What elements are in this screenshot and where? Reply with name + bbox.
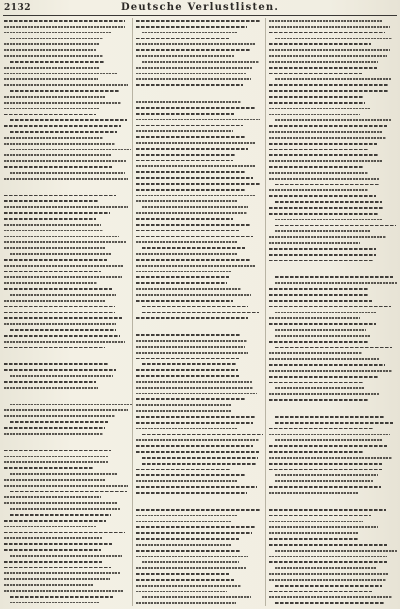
list-entry [136, 315, 263, 321]
header-rule [3, 15, 397, 16]
list-entry [136, 600, 263, 606]
list-entry [4, 605, 131, 606]
list-entry [4, 431, 131, 437]
list-entry [269, 397, 396, 403]
text-columns [3, 18, 397, 606]
section-heading [136, 91, 263, 97]
section-heading [4, 185, 131, 191]
list-entry [4, 176, 131, 182]
list-entry [4, 385, 131, 391]
section-heading [136, 499, 263, 505]
page-number: 2132 [4, 3, 32, 13]
list-entry [269, 258, 396, 264]
column-right [268, 18, 397, 606]
page-title: Deutsche Verlustlisten. [120, 2, 280, 13]
section-heading [4, 440, 131, 446]
list-entry [136, 82, 263, 88]
section-heading [4, 353, 131, 359]
section-heading [269, 499, 396, 505]
section-heading [136, 324, 263, 330]
list-entry [269, 600, 396, 606]
section-heading [4, 394, 131, 400]
list-entry [4, 345, 131, 351]
column-middle [135, 18, 265, 606]
list-entry [136, 490, 263, 496]
list-entry [269, 490, 396, 496]
section-heading [269, 406, 396, 412]
section-heading [269, 266, 396, 272]
column-left [3, 18, 133, 606]
